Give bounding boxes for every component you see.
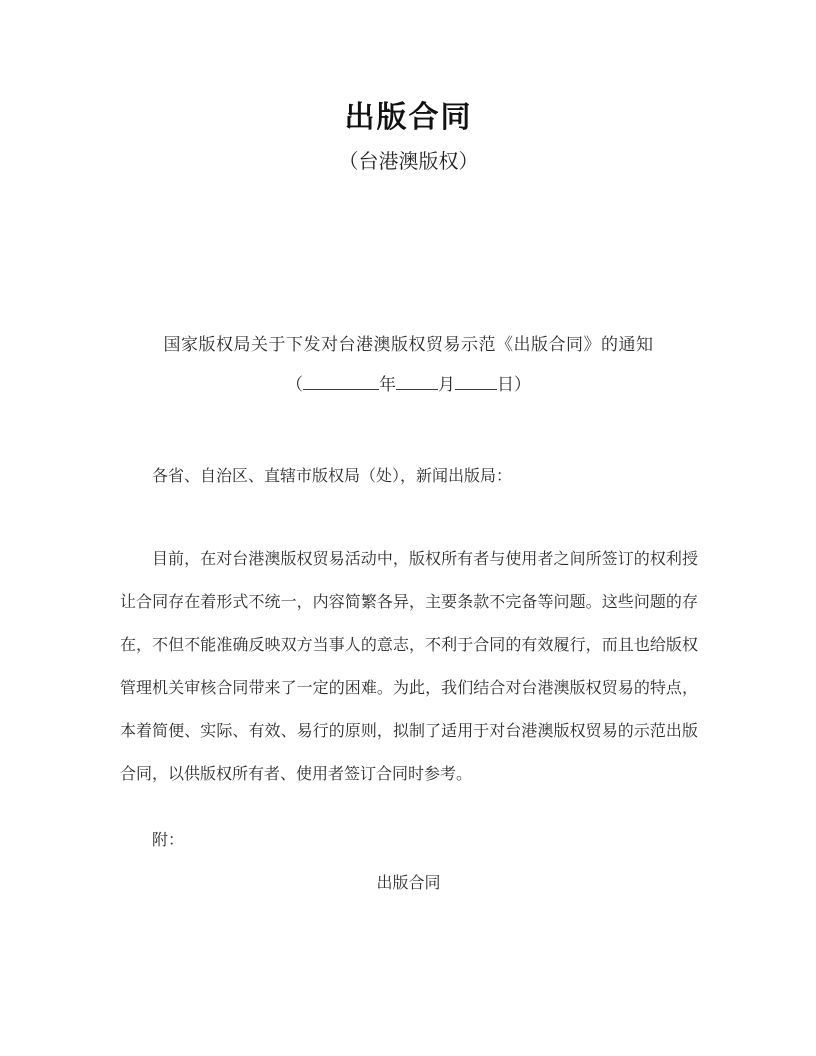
month-blank-line	[396, 374, 438, 390]
salutation: 各省、自治区、直辖市版权局（处），新闻出版局：	[152, 468, 513, 485]
attachment-title: 出版合同	[376, 875, 441, 892]
notice-date-line	[120, 372, 697, 398]
year-blank-line	[303, 374, 379, 390]
attachment-label: 附：	[152, 832, 185, 849]
day-blank-line	[455, 374, 497, 390]
year-label: 年	[379, 375, 396, 394]
day-close-label: 日）	[497, 375, 531, 394]
notice-heading: 国家版权局关于下发对台港澳版权贸易示范《出版合同》的通知	[163, 335, 654, 354]
document-title: 出版合同	[344, 100, 473, 135]
document-subtitle: （台港澳版权）	[338, 151, 479, 173]
body-paragraph: 目前，在对台港澳版权贸易活动中，版权所有者与使用者之间所签订的权利授让合同存在着形式不统一，内容简繁各异，主要条款不完备等问题。这些问题的存在，不但不能准确反映双方当事人的意志，不利于合同的有效履行，而且也给版权管理机关审核合同带来了一定的困难。为此，我们结合对台港澳版权贸易的特点，本着简便、实际、有效、易行的原则，拟制了适用于对台港澳版权贸易的示范出版合同，以供版权所有者、使用者签订合同时参考。	[120, 551, 698, 783]
month-label: 月	[438, 375, 455, 394]
date-open-paren: （	[286, 375, 303, 394]
